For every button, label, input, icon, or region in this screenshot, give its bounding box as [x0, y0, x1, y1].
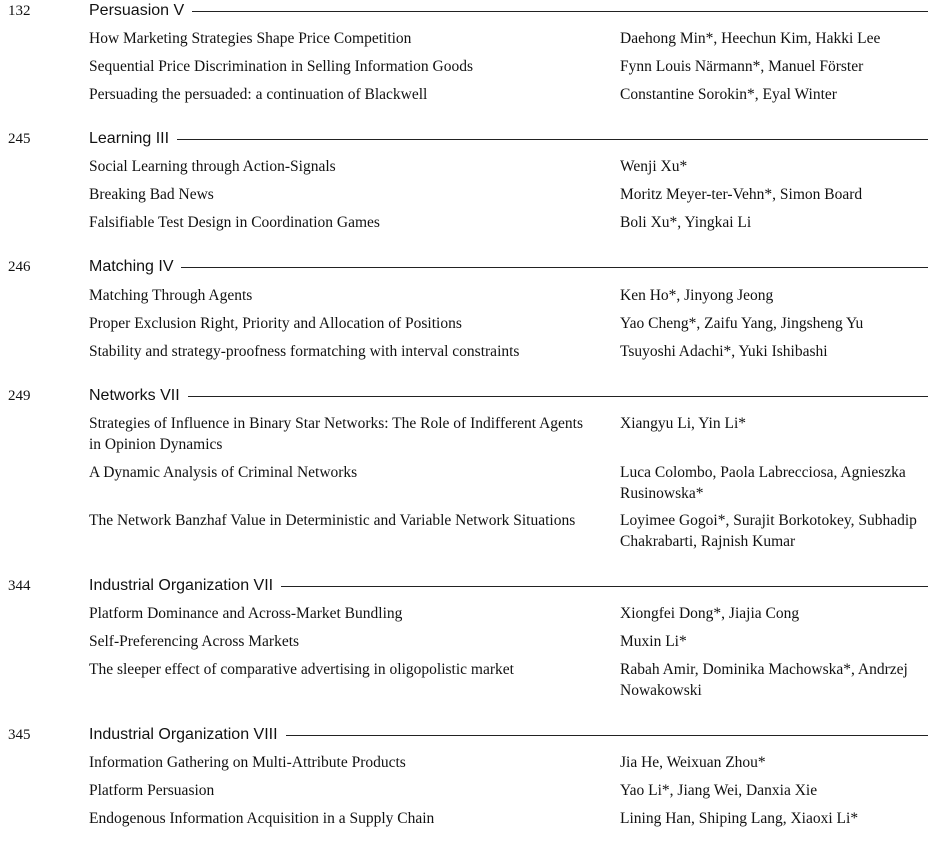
paper-authors: Tsuyoshi Adachi*, Yuki Ishibashi: [620, 343, 828, 360]
paper-title: A Dynamic Analysis of Criminal Networks: [89, 464, 358, 481]
paper-authors: Fynn Louis Närmann*, Manuel Förster: [620, 58, 864, 75]
paper-title: Social Learning through Action-Signals: [89, 158, 336, 175]
paper-authors: Daehong Min*, Heechun Kim, Hakki Lee: [620, 30, 881, 47]
room-number: 344: [8, 578, 31, 594]
paper-title: Stability and strategy-proofness formatching with interval constraints: [89, 343, 520, 360]
session-header: [0, 576, 930, 598]
paper-authors: Muxin Li*: [620, 633, 687, 650]
session-title: Learning III: [89, 129, 177, 149]
paper-title: Falsifiable Test Design in Coordination Games: [89, 214, 380, 231]
session-header: [0, 1, 930, 23]
session-header: [0, 725, 930, 747]
paper-title: Endogenous Information Acquisition in a Supply Chain: [89, 810, 435, 827]
paper-title: Self-Preferencing Across Markets: [89, 633, 300, 650]
paper-title: The sleeper effect of comparative advertising in oligopolistic market: [89, 661, 514, 678]
paper-title: Information Gathering on Multi-Attribute Products: [89, 754, 406, 771]
paper-authors: Wenji Xu*: [620, 158, 688, 175]
session-header: [0, 386, 930, 408]
room-number: 132: [8, 3, 31, 19]
paper-title: Strategies of Influence in Binary Star Networks: The Role of Indifferent Agents in Opinion Dynamics: [89, 415, 584, 453]
room-number: 249: [8, 388, 31, 404]
paper-authors: Ken Ho*, Jinyong Jeong: [620, 287, 774, 304]
session-title: Networks VII: [89, 386, 188, 406]
paper-authors: Jia He, Weixuan Zhou*: [620, 754, 766, 771]
session-divider: [89, 11, 928, 12]
paper-title: Breaking Bad News: [89, 186, 214, 203]
session-title: Persuasion V: [89, 1, 192, 21]
paper-title: Persuading the persuaded: a continuation of Blackwell: [89, 86, 428, 103]
session-title: Industrial Organization VIII: [89, 725, 286, 745]
paper-authors: Loyimee Gogoi*, Surajit Borkotokey, Subhadip Chakrabarti, Rajnish Kumar: [620, 512, 917, 550]
paper-title: Platform Dominance and Across-Market Bundling: [89, 605, 403, 622]
room-number: 345: [8, 727, 31, 743]
paper-authors: Yao Li*, Jiang Wei, Danxia Xie: [620, 782, 818, 799]
paper-title: Proper Exclusion Right, Priority and Allocation of Positions: [89, 315, 462, 332]
session-divider: [89, 267, 928, 268]
paper-authors: Luca Colombo, Paola Labrecciosa, Agnieszka Rusinowska*: [620, 464, 906, 502]
session-header: [0, 129, 930, 151]
paper-authors: Rabah Amir, Dominika Machowska*, Andrzej Nowakowski: [620, 661, 908, 699]
session-divider: [89, 139, 928, 140]
session-title: Industrial Organization VII: [89, 576, 281, 596]
session-header: [0, 257, 930, 279]
room-number: 245: [8, 131, 31, 147]
paper-title: The Network Banzhaf Value in Deterministic and Variable Network Situations: [89, 512, 576, 529]
paper-title: How Marketing Strategies Shape Price Competition: [89, 30, 412, 47]
paper-authors: Yao Cheng*, Zaifu Yang, Jingsheng Yu: [620, 315, 864, 332]
paper-title: Platform Persuasion: [89, 782, 215, 799]
paper-authors: Constantine Sorokin*, Eyal Winter: [620, 86, 837, 103]
session-title: Matching IV: [89, 257, 181, 277]
paper-authors: Xiangyu Li, Yin Li*: [620, 415, 746, 432]
paper-authors: Moritz Meyer-ter-Vehn*, Simon Board: [620, 186, 863, 203]
paper-title: Matching Through Agents: [89, 287, 253, 304]
paper-authors: Boli Xu*, Yingkai Li: [620, 214, 752, 231]
paper-authors: Xiongfei Dong*, Jiajia Cong: [620, 605, 800, 622]
session-divider: [89, 396, 928, 397]
room-number: 246: [8, 259, 31, 275]
paper-authors: Lining Han, Shiping Lang, Xiaoxi Li*: [620, 810, 859, 827]
paper-title: Sequential Price Discrimination in Selling Information Goods: [89, 58, 473, 75]
